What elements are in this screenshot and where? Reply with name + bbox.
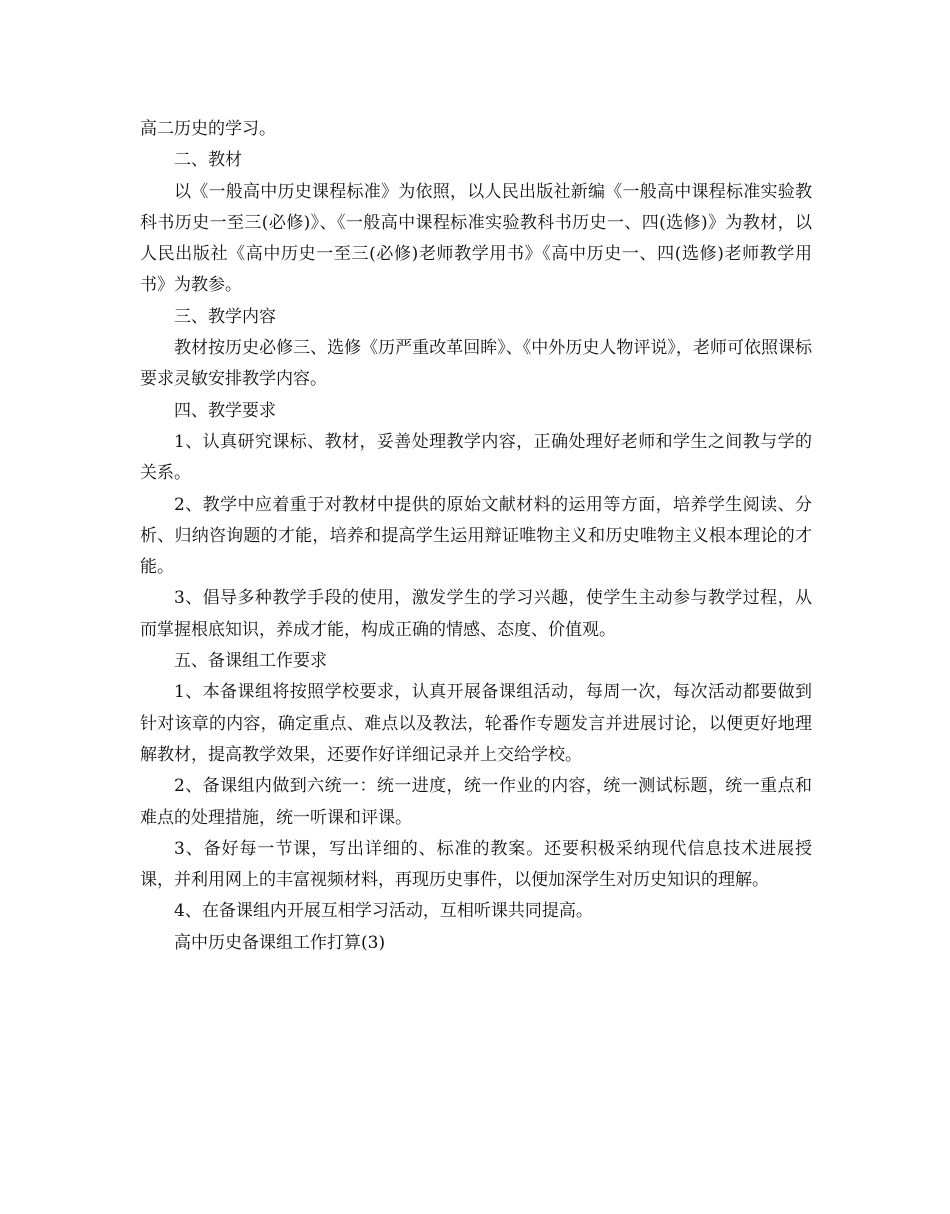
- heading-textbooks: 二、教材: [174, 150, 242, 171]
- paragraph-textbooks: 以《一般高中历史课程标准》为依照，以人民出版社新编《一般高中课程标准实验教科书历史一至三(必修)》、《一般高中课程标准实验教科书历史一、四(选修)》为教材，以人民出版社《高中历史一至三(必修)老师教学用书》《高中历史一、四(选修)老师教学用书》为教参。: [140, 181, 812, 296]
- paragraph-teaching-content: 教材按历史必修三、选修《历严重改革回眸》、《中外历史人物评说》，老师可依照课标要求灵敏安排教学内容。: [140, 338, 812, 390]
- document-body: [140, 114, 812, 959]
- paragraph-continuation: 高二历史的学习。: [140, 119, 276, 139]
- paragraph-group-requirement-3: 3、备好每一节课，写出详细的、标准的教案。还要积极采纳现代信息技术进展授课，并利用网上的丰富视频材料，再现历史事件，以便加深学生对历史知识的理解。: [140, 838, 812, 891]
- paragraph-group-requirement-4: 4、在备课组内开展互相学习活动，互相听课共同提高。: [174, 901, 593, 922]
- heading-teaching-content: 三、教学内容: [174, 306, 276, 327]
- heading-group-requirements: 五、备课组工作要求: [174, 651, 327, 672]
- paragraph-group-requirement-2: 2、备课组内做到六统一：统一进度，统一作业的内容，统一测试标题，统一重点和难点的处理措施，统一听课和评课。: [140, 776, 812, 828]
- paragraph-group-requirement-1: 1、本备课组将按照学校要求，认真开展备课组活动，每周一次，每次活动都要做到针对该章的内容，确定重点、难点以及教法，轮番作专题发言并进展讨论，以便更好地理解教材，提高教学效果，还要作好详细记录并上交给学校。: [140, 682, 812, 765]
- paragraph-requirement-1: 1、认真研究课标、教材，妥善处理教学内容，正确处理好老师和学生之间教与学的关系。: [140, 431, 812, 484]
- paragraph-requirement-2: 2、教学中应着重于对教材中提供的原始文献材料的运用等方面，培养学生阅读、分析、归纳咨询题的才能，培养和提高学生运用辩证唯物主义和历史唯物主义根本理论的才能。: [140, 494, 812, 578]
- section-title-plan-3: 高中历史备课组工作打算(3): [174, 932, 386, 953]
- paragraph-requirement-3: 3、倡导多种教学手段的使用，激发学生的学习兴趣，使学生主动参与教学过程，从而掌握根底知识，养成才能，构成正确的情感、态度、价值观。: [140, 588, 812, 640]
- heading-teaching-requirements: 四、教学要求: [174, 400, 276, 421]
